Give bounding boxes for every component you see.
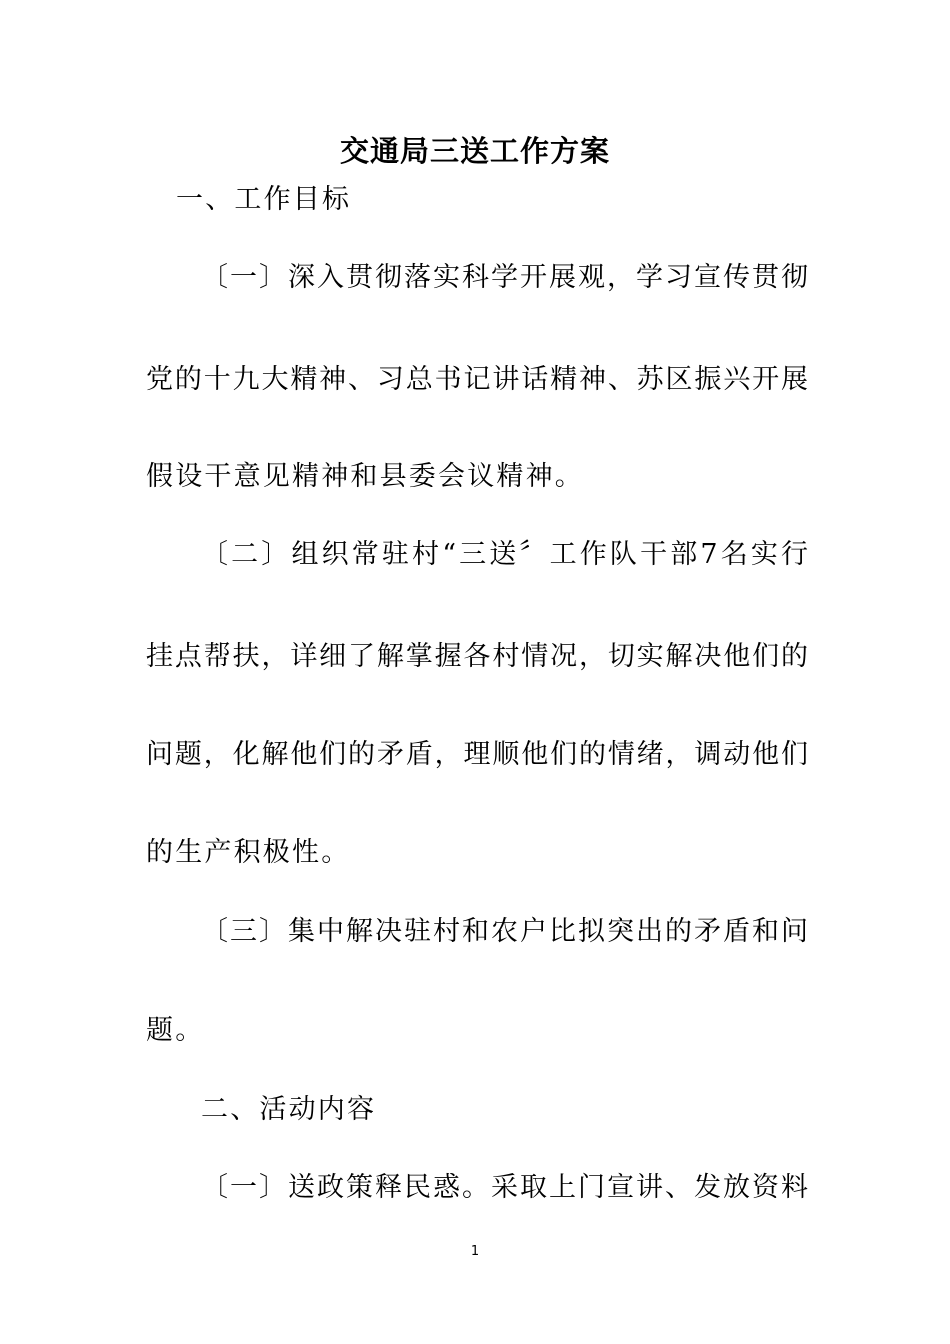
paragraph-line: 〔三〕集中解决驻村和农户比拟突出的矛盾和问 [201,916,808,947]
paragraph-line: 党的十九大精神、习总书记讲话精神、苏区振兴开展 [146,364,808,395]
page-number: 1 [470,1244,480,1259]
paragraph-line: 问题，化解他们的矛盾，理顺他们的情绪，调动他们 [146,739,808,770]
paragraph-line: 〔一〕深入贯彻落实科学开展观，学习宣传贯彻 [201,262,808,293]
paragraph-line: 假设干意见精神和县委会议精神。 [146,461,584,492]
section-heading-activity-content: 二、活动内容 [201,1094,377,1125]
paragraph-line: 的生产积极性。 [146,837,351,868]
section-heading-work-goals: 一、工作目标 [176,184,352,215]
paragraph-line: 〔二〕组织常驻村“三送〞工作队干部7名实行 [201,539,808,570]
paragraph-line: 挂点帮扶，详细了解掌握各村情况，切实解决他们的 [146,641,808,672]
document-title: 交通局三送工作方案 [339,134,610,168]
paragraph-line: 题。 [146,1015,205,1046]
paragraph-line: 〔一〕送政策释民惑。采取上门宣讲、发放资料 [201,1172,808,1203]
